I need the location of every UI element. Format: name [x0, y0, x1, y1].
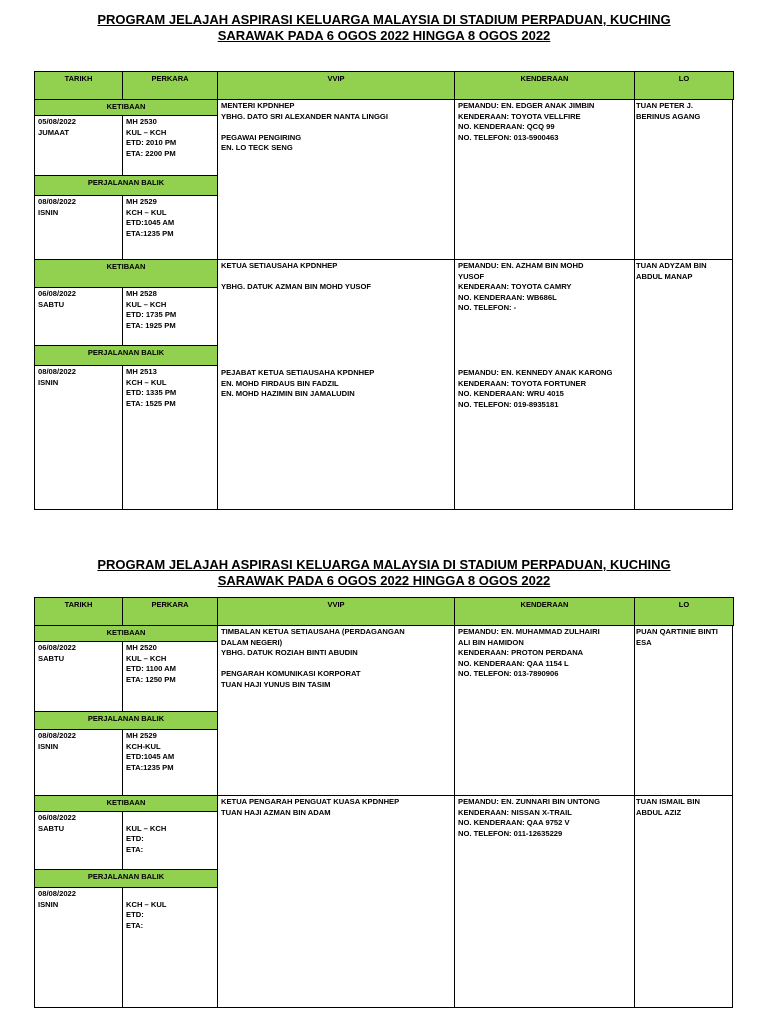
- arrival-flight-text: ETA:: [126, 844, 144, 854]
- return-band: PERJALANAN BALIK: [34, 869, 218, 888]
- vvip-text: KETUA PENGARAH PENGUAT KUASA KPDNHEP: [221, 797, 400, 806]
- arrival-flight-cell: [122, 811, 218, 870]
- return-flight-text: ETA:1235 PM: [126, 762, 174, 772]
- page-title: [0, 557, 768, 589]
- arrival-flight-cell: [122, 641, 218, 712]
- arrival-flight-text: KUL – KCH: [126, 823, 167, 833]
- arrival-date-text: SABTU: [38, 299, 65, 309]
- return-band: PERJALANAN BALIK: [34, 175, 218, 196]
- return-flight-cell: [122, 365, 218, 510]
- column-header-tarikh: TARIKH: [34, 71, 123, 100]
- arrival-flight-text: MH 2530: [126, 117, 157, 126]
- vehicle-text: NO. TELEFON: 011-12635229: [458, 828, 563, 838]
- arrival-date-cell: [34, 287, 123, 346]
- lo-text: BERINUS AGANG: [636, 111, 701, 121]
- arrival-band: KETIBAAN: [34, 625, 218, 642]
- return-flight-cell: [122, 887, 218, 1008]
- vvip-text: EN. MOHD FIRDAUS BIN FADZIL: [221, 378, 339, 388]
- return-flight-cell: [122, 729, 218, 796]
- vehicle-cell: [454, 795, 635, 1008]
- return-flight-cell: [122, 195, 218, 260]
- vehicle-text: PEMANDU: EN. MUHAMMAD ZULHAIRI: [458, 627, 600, 636]
- return-flight-text: ETA: 1525 PM: [126, 398, 176, 408]
- column-header-perkara: PERKARA: [122, 597, 218, 626]
- return-date-text: ISNIN: [38, 207, 59, 217]
- vehicle-text: ALI BIN HAMIDON: [458, 637, 524, 647]
- arrival-flight-text: ETD: 1100 AM: [126, 664, 176, 673]
- vvip-text: YBHG. DATUK ROZIAH BINTI ABUDIN: [221, 648, 358, 657]
- lo-text: TUAN ADYZAM BIN: [636, 261, 707, 270]
- return-flight-text: KCH – KUL: [126, 899, 167, 909]
- schedule-table: [34, 597, 733, 1007]
- return-date-text: 08/08/2022: [38, 367, 77, 376]
- vvip-text: TUAN HAJI AZMAN BIN ADAM: [221, 807, 331, 817]
- vehicle-text: NO. KENDERAAN: QCQ 99: [458, 122, 555, 131]
- vehicle-text: NO. KENDERAAN: QAA 9752 V: [458, 818, 570, 827]
- return-date-text: 08/08/2022: [38, 889, 77, 898]
- arrival-flight-text: ETA: 2200 PM: [126, 148, 176, 158]
- arrival-date-text: JUMAAT: [38, 127, 70, 137]
- column-header-perkara: PERKARA: [122, 71, 218, 100]
- schedule-table: [34, 71, 733, 509]
- page-title-line: PROGRAM JELAJAH ASPIRASI KELUARGA MALAYSIA DI STADIUM PERPADUAN, KUCHING: [97, 557, 671, 572]
- return-flight-text: ETD:1045 AM: [126, 752, 175, 761]
- lo-cell: [634, 625, 733, 796]
- vehicle-text: PEMANDU: EN. AZHAM BIN MOHD: [458, 261, 584, 270]
- vvip-text: PENGARAH KOMUNIKASI KORPORAT: [221, 669, 361, 678]
- column-header-lo: LO: [634, 71, 734, 100]
- return-date-text: 08/08/2022: [38, 731, 77, 740]
- vvip-cell: [217, 99, 455, 260]
- vvip-text: PEJABAT KETUA SETIAUSAHA KPDNHEP: [221, 368, 375, 377]
- vehicle-text: NO. KENDERAAN: QAA 1154 L: [458, 658, 569, 668]
- arrival-flight-text: ETA: 1250 PM: [126, 674, 176, 684]
- lo-text: PUAN QARTINIE BINTI: [636, 627, 718, 636]
- return-flight-text: ETD:1045 AM: [126, 218, 175, 227]
- vehicle-text: KENDERAAN: PROTON PERDANA: [458, 648, 584, 657]
- lo-text: TUAN ISMAIL BIN: [636, 797, 700, 806]
- arrival-flight-text: MH 2528: [126, 289, 157, 298]
- vvip-text: YBHG. DATO SRI ALEXANDER NANTA LINGGI: [221, 111, 388, 121]
- arrival-date-cell: [34, 641, 123, 712]
- return-date-text: ISNIN: [38, 899, 59, 909]
- vehicle-secondary: [455, 367, 639, 411]
- arrival-flight-text: KUL – KCH: [126, 653, 167, 663]
- vvip-text: PEGAWAI PENGIRING: [221, 132, 302, 142]
- vehicle-text: NO. TELEFON: 013-7890906: [458, 669, 559, 678]
- vvip-text: DALAM NEGERI): [221, 637, 283, 647]
- arrival-flight-text: ETD:: [126, 834, 144, 843]
- column-header-tarikh: TARIKH: [34, 597, 123, 626]
- arrival-date-text: 06/08/2022: [38, 813, 77, 822]
- vehicle-cell: [454, 99, 635, 260]
- arrival-date-text: SABTU: [38, 653, 65, 663]
- lo-cell: [634, 99, 733, 260]
- arrival-date-cell: [34, 811, 123, 870]
- return-flight-text: MH 2513: [126, 367, 157, 376]
- vehicle-text: KENDERAAN: NISSAN X-TRAIL: [458, 807, 572, 817]
- return-flight-text: ETD: 1335 PM: [126, 388, 177, 397]
- arrival-flight-text: KUL – KCH: [126, 299, 167, 309]
- return-flight-text: ETD:: [126, 910, 144, 919]
- lo-cell: [634, 259, 733, 510]
- lo-text: TUAN PETER J.: [636, 101, 693, 110]
- return-flight-text: KCH – KUL: [126, 377, 167, 387]
- arrival-flight-cell: [122, 115, 218, 176]
- vvip-text: EN. LO TECK SENG: [221, 143, 293, 152]
- return-date-cell: [34, 729, 123, 796]
- vehicle-text: KENDERAAN: TOYOTA FORTUNER: [458, 378, 587, 388]
- arrival-flight-text: ETD: 1735 PM: [126, 310, 177, 319]
- return-band: PERJALANAN BALIK: [34, 711, 218, 730]
- vvip-text: MENTERI KPDNHEP: [221, 101, 295, 110]
- vehicle-text: KENDERAAN: TOYOTA VELLFIRE: [458, 111, 581, 121]
- arrival-flight-text: ETA: 1925 PM: [126, 320, 176, 330]
- arrival-flight-text: MH 2520: [126, 643, 157, 652]
- return-date-cell: [34, 195, 123, 260]
- vehicle-text: KENDERAAN: TOYOTA CAMRY: [458, 282, 572, 291]
- return-flight-text: ETA:: [126, 920, 144, 930]
- column-header-lo: LO: [634, 597, 734, 626]
- vvip-text: KETUA SETIAUSAHA KPDNHEP: [221, 261, 338, 270]
- column-header-vvip: VVIP: [217, 71, 455, 100]
- vehicle-text: NO. TELEFON: 019-8935181: [458, 399, 559, 409]
- vehicle-text: PEMANDU: EN. KENNEDY ANAK KARONG: [458, 368, 613, 377]
- return-date-text: ISNIN: [38, 741, 59, 751]
- arrival-flight-text: KUL – KCH: [126, 127, 167, 137]
- vehicle-cell: [454, 625, 635, 796]
- return-flight-text: MH 2529: [126, 731, 157, 740]
- lo-text: ABDUL AZIZ: [636, 807, 682, 817]
- column-header-kenderaan: KENDERAAN: [454, 597, 635, 626]
- arrival-band: KETIBAAN: [34, 99, 218, 116]
- arrival-flight-cell: [122, 287, 218, 346]
- vvip-cell: [217, 795, 455, 1008]
- vehicle-text: NO. TELEFON: -: [458, 303, 517, 312]
- vehicle-text: NO. KENDERAAN: WB686L: [458, 292, 557, 302]
- return-flight-text: KCH – KUL: [126, 207, 167, 217]
- page-title-line: PROGRAM JELAJAH ASPIRASI KELUARGA MALAYSIA DI STADIUM PERPADUAN, KUCHING: [97, 12, 671, 27]
- page-title: [0, 12, 768, 44]
- return-flight-text: KCH-KUL: [126, 741, 161, 751]
- column-header-vvip: VVIP: [217, 597, 455, 626]
- vehicle-text: PEMANDU: EN. EDGER ANAK JIMBIN: [458, 101, 595, 110]
- lo-text: ABDUL MANAP: [636, 271, 693, 281]
- arrival-date-cell: [34, 115, 123, 176]
- return-date-cell: [34, 365, 123, 510]
- arrival-date-text: 06/08/2022: [38, 289, 77, 298]
- vvip-text: TUAN HAJI YUNUS BIN TASIM: [221, 679, 331, 689]
- return-date-text: ISNIN: [38, 377, 59, 387]
- vehicle-text: YUSOF: [458, 271, 485, 281]
- vehicle-text: PEMANDU: EN. ZUNNARI BIN UNTONG: [458, 797, 601, 806]
- page-title-line: SARAWAK PADA 6 OGOS 2022 HINGGA 8 OGOS 2022: [217, 573, 551, 588]
- return-flight-text: MH 2529: [126, 197, 157, 206]
- return-band: PERJALANAN BALIK: [34, 345, 218, 366]
- vvip-text: YBHG. DATUK AZMAN BIN MOHD YUSOF: [221, 282, 372, 291]
- arrival-date-text: 05/08/2022: [38, 117, 77, 126]
- arrival-flight-text: ETD: 2010 PM: [126, 138, 177, 147]
- column-header-kenderaan: KENDERAAN: [454, 71, 635, 100]
- vvip-text: TIMBALAN KETUA SETIAUSAHA (PERDAGANGAN: [221, 627, 405, 636]
- arrival-date-text: 06/08/2022: [38, 643, 77, 652]
- vvip-cell: [217, 625, 455, 796]
- return-date-text: 08/08/2022: [38, 197, 77, 206]
- vehicle-text: NO. KENDERAAN: WRU 4015: [458, 389, 564, 398]
- page-title-line: SARAWAK PADA 6 OGOS 2022 HINGGA 8 OGOS 2022: [217, 28, 551, 43]
- lo-cell: [634, 795, 733, 1008]
- return-date-cell: [34, 887, 123, 1008]
- lo-text: ESA: [636, 637, 652, 647]
- arrival-band: KETIBAAN: [34, 259, 218, 288]
- return-flight-text: ETA:1235 PM: [126, 228, 174, 238]
- arrival-date-text: SABTU: [38, 823, 65, 833]
- vvip-secondary: [218, 367, 459, 401]
- arrival-band: KETIBAAN: [34, 795, 218, 812]
- vehicle-text: NO. TELEFON: 013-5900463: [458, 132, 559, 142]
- vvip-text: EN. MOHD HAZIMIN BIN JAMALUDIN: [221, 389, 355, 398]
